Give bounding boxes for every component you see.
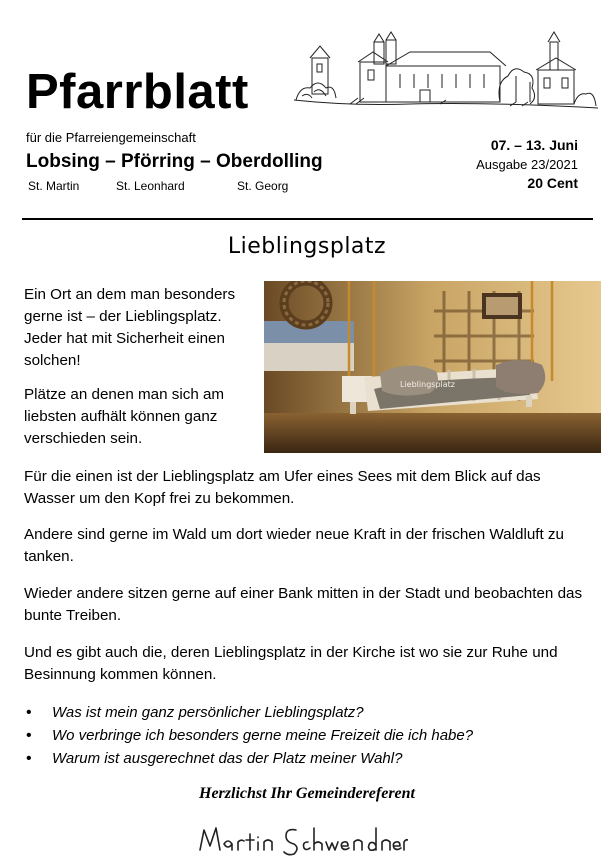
saint-georg-label: St. Georg (237, 179, 289, 193)
issue-number: Ausgabe 23/2021 (476, 157, 578, 172)
saint-leonhard-label: St. Leonhard (116, 179, 185, 193)
parish-names: Lobsing – Pförring – Oberdolling (26, 151, 323, 172)
saint-martin-label: St. Martin (28, 179, 80, 193)
porch-swing-photo (264, 281, 601, 453)
cushion-text: Lieblingsplatz (400, 380, 455, 389)
closing-greeting: Herzlichst Ihr Gemeindereferent (199, 785, 415, 802)
list-item: • Wo verbringe ich besonders gerne meine Freizeit die ich habe? (24, 724, 594, 747)
paragraph-lake: Für die einen ist der Lieblingsplatz am Ufer eines Sees mit dem Blick auf das Wasser um den Kopf frei zu bekommen. (24, 468, 541, 507)
paragraph-church: Und es gibt auch die, deren Lieblingsplatz in der Kirche ist wo sie zur Ruhe und Besinnung kommen können. (24, 644, 558, 683)
reflection-questions (24, 701, 594, 770)
second-paragraph: Plätze an denen man sich am liebsten aufhält können ganz verschieden sein. (24, 386, 225, 447)
list-item: • Was ist mein ganz persönlicher Lieblingsplatz? (24, 701, 594, 724)
church-sketch-illustration (290, 30, 602, 114)
issue-price: 20 Cent (527, 175, 578, 191)
intro-paragraph: Ein Ort an dem man besonders gerne ist – der Lieblingsplatz. Jeder hat mit Sicherheit einen solchen! (24, 286, 236, 369)
newsletter-title: Pfarrblatt (26, 65, 249, 119)
issue-date-range: 07. – 13. Juni (490, 137, 578, 153)
article-headline: Lieblingsplatz (227, 234, 387, 259)
header-divider (22, 218, 593, 220)
paragraph-forest: Andere sind gerne im Wald um dort wieder neue Kraft in der frischen Waldluft zu tanken. (24, 526, 564, 565)
handwritten-signature (196, 818, 408, 860)
paragraph-city: Wieder andere sitzen gerne auf einer Bank mitten in der Stadt und beobachten das bunte Treiben. (24, 585, 583, 624)
list-item: • Warum ist ausgerechnet das der Platz meiner Wahl? (24, 747, 594, 770)
newsletter-subtitle: für die Pfarreiengemeinschaft (26, 130, 196, 145)
